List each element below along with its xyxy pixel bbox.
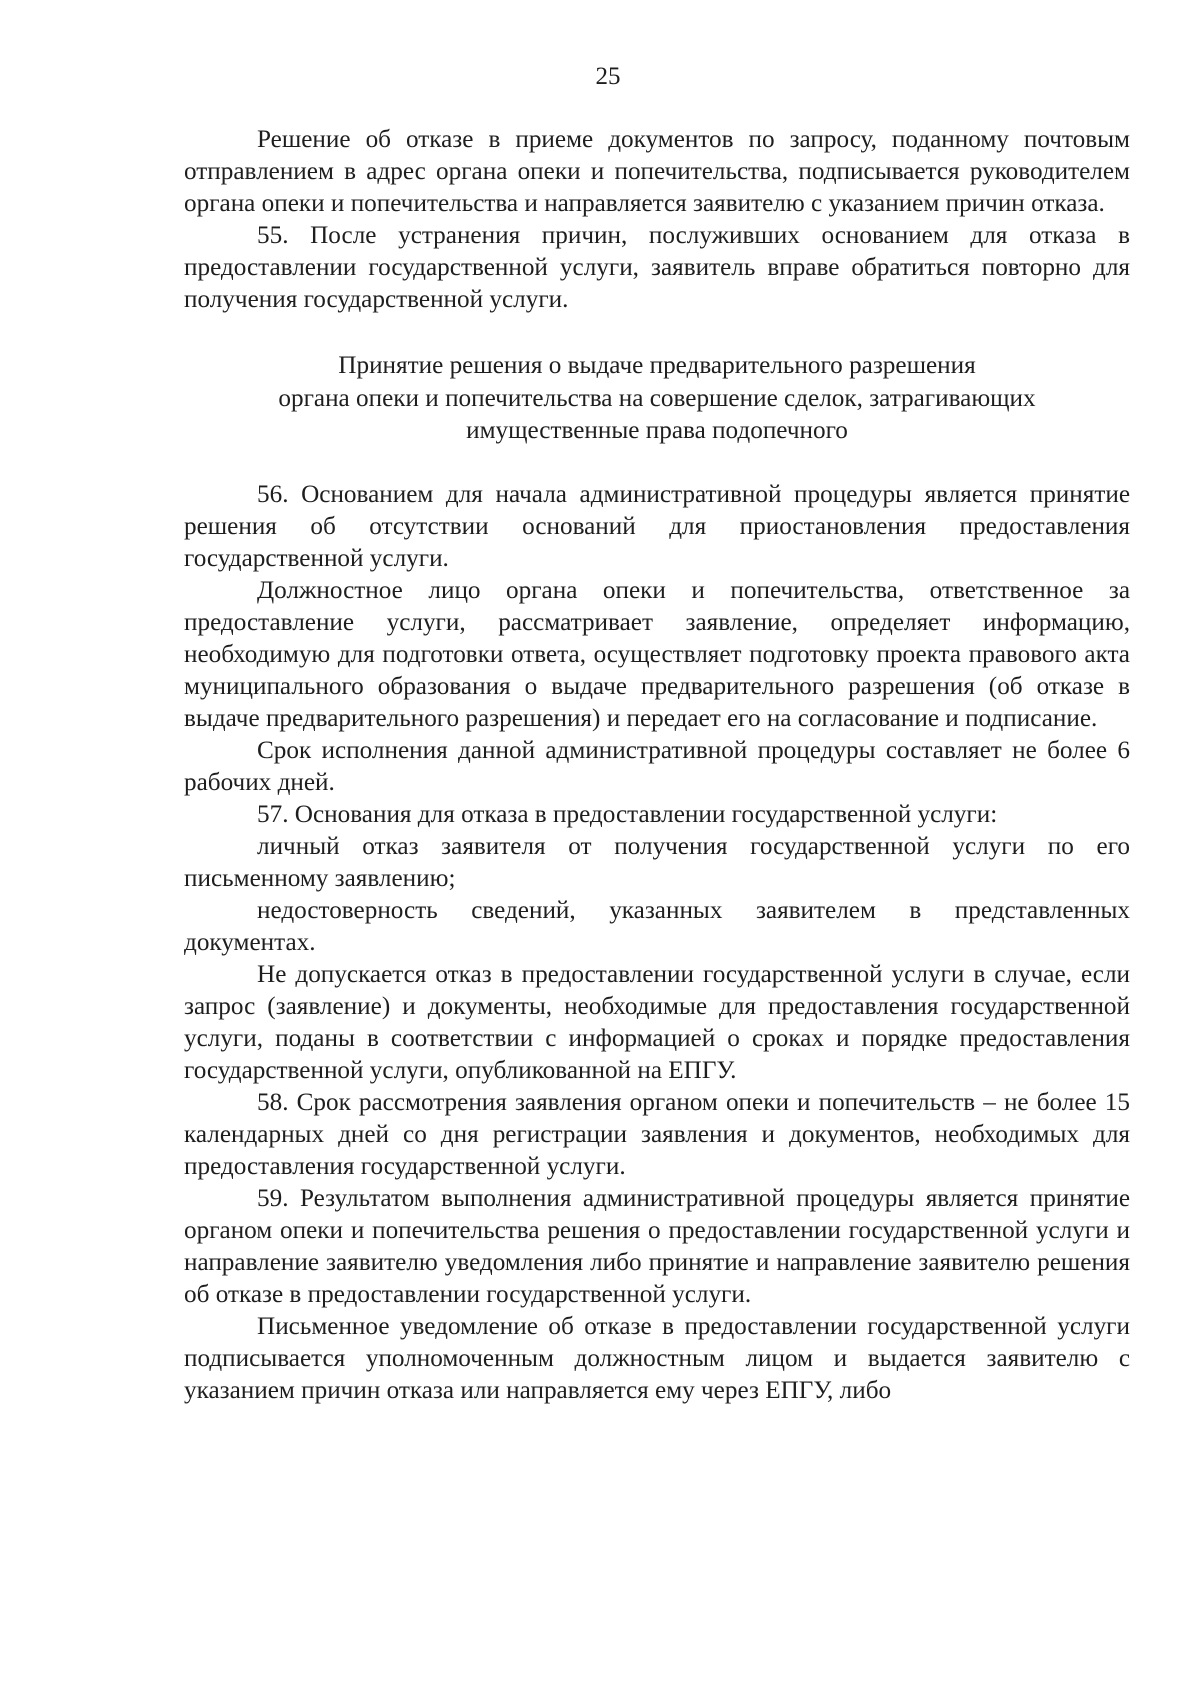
section-heading-line-1: Принятие решения о выдаче предварительного разрешения (338, 352, 976, 379)
paragraph-refusal-ground-2: недостоверность сведений, указанных заявителем в представленных документах. (184, 896, 1130, 956)
paragraph-procedure-term: Срок исполнения данной административной процедуры составляет не более 6 рабочих дней. (184, 736, 1130, 796)
section-heading-line-3: имущественные права подопечного (466, 417, 848, 444)
page-number: 25 (595, 63, 621, 90)
document-body (184, 124, 1130, 1407)
paragraph-56: 56. Основанием для начала административной процедуры является принятие решения об отсутствии оснований для приостановления предоставления государственной услуги. (184, 480, 1130, 572)
paragraph-refusal-not-allowed: Не допускается отказ в предоставлении государственной услуги в случае, если запрос (заявление) и документы, необходимые для предоставления государственной услуги, поданы в соответствии с информацией о сроках и порядке предоставления государственной услуги, опубликованной на ЕПГУ. (184, 960, 1130, 1084)
paragraph-refusal-ground-1: личный отказ заявителя от получения государственной услуги по его письменному заявлению; (184, 832, 1130, 892)
paragraph-58: 58. Срок рассмотрения заявления органом опеки и попечительств – не более 15 календарных дней со дня регистрации заявления и документов, необходимых для предоставления государственной услуги. (184, 1088, 1130, 1180)
paragraph-refusal-by-mail: Решение об отказе в приеме документов по запросу, поданному почтовым отправлением в адрес органа опеки и попечительства, подписывается руководителем органа опеки и попечительства и направляется заявителю с указанием причин отказа. (184, 126, 1130, 217)
spacer (184, 316, 1130, 350)
section-heading-line-2: органа опеки и попечительства на совершение сделок, затрагивающих (278, 384, 1036, 412)
paragraph-59: 59. Результатом выполнения административной процедуры является принятие органом опеки и попечительства решения о предоставлении государственной услуги и направление заявителю уведомления либо принятие и направление заявителю решения об отказе в предоставлении государственной услуги. (184, 1184, 1130, 1308)
paragraph-official-duties: Должностное лицо органа опеки и попечительства, ответственное за предоставление услуги, рассматривает заявление, определяет информацию, необходимую для подготовки ответа, осуществляет подготовку проекта правового акта муниципального образования о выдаче предварительного разрешения (об отказе в выдаче предварительного разрешения) и передает его на согласование и подписание. (184, 576, 1130, 732)
paragraph-57: 57. Основания для отказа в предоставлении государственной услуги: (257, 800, 998, 828)
paragraph-55: 55. После устранения причин, послуживших основанием для отказа в предоставлении государственной услуги, заявитель вправе обратиться повторно для получения государственной услуги. (184, 222, 1130, 313)
section-heading (184, 350, 1130, 448)
paragraph-written-notice: Письменное уведомление об отказе в предоставлении государственной услуги подписывается уполномоченным должностным лицом и выдается заявителю с указанием причин отказа или направляется ему через ЕПГУ, либо (184, 1312, 1130, 1404)
spacer (184, 448, 1130, 479)
